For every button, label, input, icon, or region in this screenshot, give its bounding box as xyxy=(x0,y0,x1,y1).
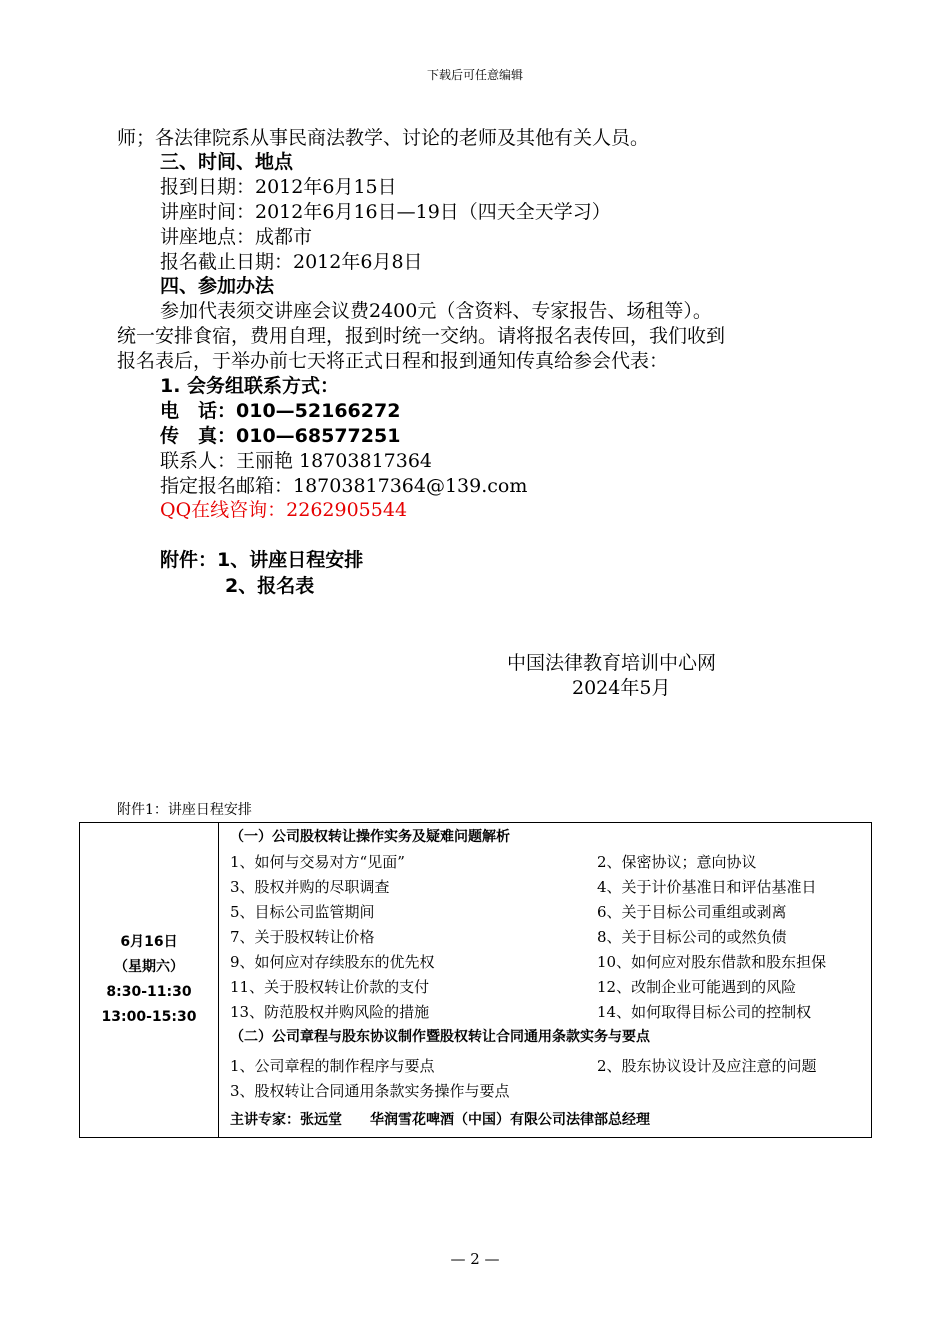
schedule-table xyxy=(79,822,872,1138)
fee-text-line: 报名表后，于举办前七天将正式日程和报到通知传真给参会代表： xyxy=(117,350,669,372)
item-text: 11、关于股权转让价款的支付 xyxy=(230,978,430,996)
date-line: 8:30-11:30 xyxy=(106,984,192,1000)
lecture-time: 讲座时间：2012年6月16日—19日（四天全天学习） xyxy=(160,201,611,223)
registration-deadline: 报名截止日期：2012年6月8日 xyxy=(160,251,423,273)
fax-line: 传 真：010—68577251 xyxy=(160,425,401,447)
speaker-line: 主讲专家：张远堂 华润雪花啤酒（中国）有限公司法律部总经理 xyxy=(230,1112,650,1128)
item-text: 7、关于股权转让价格 xyxy=(230,928,375,946)
list-item xyxy=(230,925,871,950)
signature-org: 中国法律教育培训中心网 xyxy=(507,652,717,674)
contact-person: 联系人：王丽艳 18703817364 xyxy=(160,450,433,472)
fee-text-line: 统一安排食宿，费用自理，报到时统一交纳。请将报名表传回，我们收到 xyxy=(117,325,726,347)
list-item xyxy=(230,850,871,875)
item-text: 3、股权转让合同通用条款实务操作与要点 xyxy=(230,1082,510,1100)
list-item xyxy=(230,875,871,900)
attachments-line: 附件：1、讲座日程安排 xyxy=(160,549,364,571)
date-line: （星期六） xyxy=(114,959,184,975)
list-item xyxy=(230,950,871,975)
header-note: 下载后可任意编辑 xyxy=(426,68,523,82)
item-text: 10、如何应对股东借款和股东担保 xyxy=(597,953,827,971)
item-text: 14、如何取得目标公司的控制权 xyxy=(597,1003,812,1021)
item-text: 1、如何与交易对方“见面” xyxy=(230,853,405,871)
item-text: 5、目标公司监管期间 xyxy=(230,903,375,921)
content-cell xyxy=(219,823,872,1138)
item-text: 4、关于计价基准日和评估基准日 xyxy=(597,878,817,896)
item-text: 9、如何应对存续股东的优先权 xyxy=(230,953,435,971)
item-text: 12、改制企业可能遇到的风险 xyxy=(597,978,797,996)
list-item xyxy=(230,1079,871,1104)
section-title: （二）公司章程与股东协议制作暨股权转让合同通用条款实务与要点 xyxy=(230,1029,650,1045)
contact-title: 1. 会务组联系方式： xyxy=(160,375,340,397)
signature-date: 2024年5月 xyxy=(572,677,671,699)
list-item xyxy=(230,1000,871,1025)
list-item xyxy=(230,900,871,925)
item-text: 3、股权并购的尽职调查 xyxy=(230,878,390,896)
item-text: 8、关于目标公司的或然负债 xyxy=(597,928,787,946)
table-row xyxy=(80,823,872,1138)
qq-line: QQ在线咨询：2262905544 xyxy=(160,499,408,521)
date-cell xyxy=(80,823,219,1138)
date-line: 6月16日 xyxy=(120,934,178,950)
fee-text-line: 参加代表须交讲座会议费2400元（含资料、专家报告、场租等）。 xyxy=(160,300,712,322)
page-number: — 2 — xyxy=(450,1250,500,1268)
item-text: 2、保密协议；意向协议 xyxy=(597,853,757,871)
item-text: 13、防范股权并购风险的措施 xyxy=(230,1003,430,1021)
section-title: （一）公司股权转让操作实务及疑难问题解析 xyxy=(230,829,510,845)
item-text: 6、关于目标公司重组或剥离 xyxy=(597,903,787,921)
list-item xyxy=(230,1054,871,1079)
list-item xyxy=(230,975,871,1000)
phone-line: 电 话：010—52166272 xyxy=(160,400,401,422)
attachment-label: 附件1：讲座日程安排 xyxy=(117,802,252,818)
attachments-line: 2、报名表 xyxy=(225,575,315,597)
body-text-line: 师；各法律院系从事民商法教学、讨论的老师及其他有关人员。 xyxy=(117,127,650,149)
item-text: 1、公司章程的制作程序与要点 xyxy=(230,1057,435,1075)
section-heading: 三、时间、地点 xyxy=(160,151,294,173)
item-text: 2、股东协议设计及应注意的问题 xyxy=(597,1057,817,1075)
date-line: 13:00-15:30 xyxy=(101,1009,197,1025)
section-heading: 四、参加办法 xyxy=(160,275,275,297)
checkin-date: 报到日期：2012年6月15日 xyxy=(160,176,397,198)
email-line: 指定报名邮箱：18703817364@139.com xyxy=(160,475,528,497)
lecture-place: 讲座地点：成都市 xyxy=(160,226,313,248)
